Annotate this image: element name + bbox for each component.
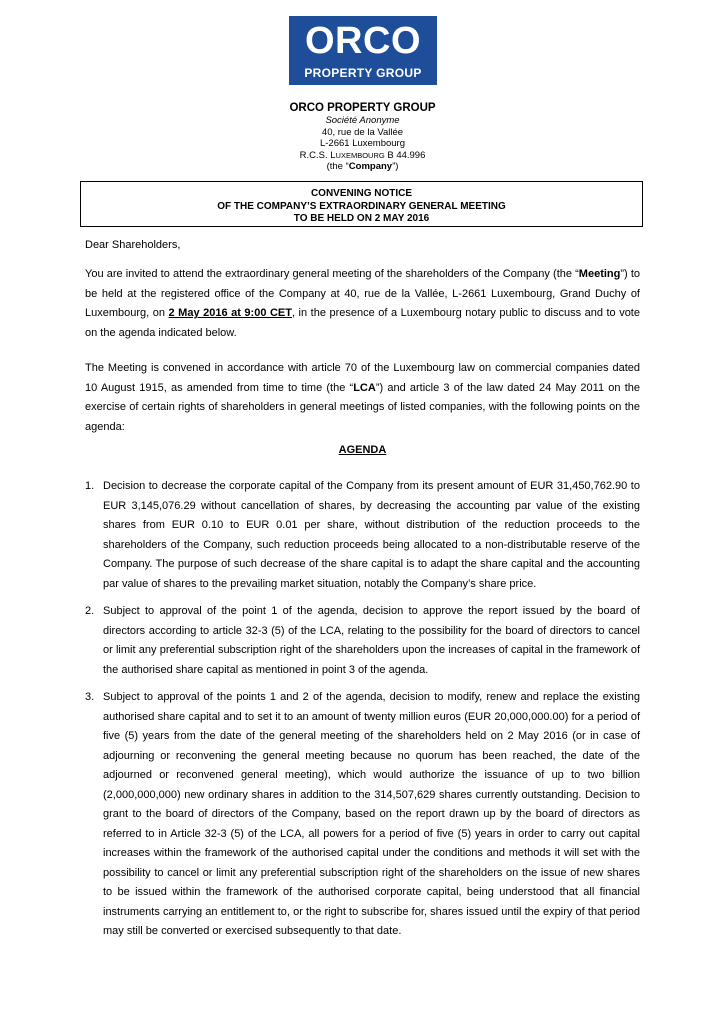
agenda-item: [85, 477, 640, 594]
agenda-heading: AGENDA: [338, 444, 387, 456]
greeting: Dear Shareholders,: [85, 239, 181, 251]
para2-text-a: The Meeting is convened in accordance with article 70 of the Luxembourg law on commercial companies dated 10 August 1915, as amended from time to time (the “: [85, 362, 640, 394]
meeting-date: 2 May 2016 at 9:00 CET: [168, 307, 292, 319]
agenda-item: [85, 688, 640, 942]
company-header: [0, 101, 725, 173]
notice-line3: TO BE HELD ON 2 MAY 2016: [293, 213, 430, 224]
agenda-item-text: Subject to approval of the points 1 and 2 of the agenda, decision to modify, renew and replace the existing authorised share capital and to set it to an amount of twenty million euros (EUR 20,000,000.00) for a period of five (5) years from the date of the general meeting of the shareholders held on 2 May 2016 (or in case of adjourning or reconvening the general meeting because no quorum has been reached, the date of the adjourned or reconvened general meeting), which would authorize the issuance of up to two billion (2,000,000,000) new ordinary shares in addition to the 314,507,629 shares currently outstanding. Decision to grant to the board of directors of the Company, based on the report drawn up by the board of directors as referred to in Article 32-3 (5) of the LCA, all powers for a period of five (5) years in order to carry out capital increases within the framework of the authorised capital under the conditions and methods it will set with the possibility to cancel or limit any preferential subscription right of the shareholders on the issue of new shares to be issued within the framework of the authorised corporate capital, being understood that all financial instruments carrying an entitlement to, or the right to subscribe for, shares issued until the expiry of that period may still be converted or exercised subsequently to that date.: [103, 691, 640, 937]
para2-text-c: ”) and article 3 of the law dated 24 May 2011 on the exercise of certain rights of shareholders in general meetings of listed companies, with the following points on the agenda:: [85, 381, 640, 433]
defined-term-close: ”): [392, 161, 399, 172]
agenda-item-number: 2.: [85, 605, 95, 617]
agenda-list: [85, 477, 640, 950]
invitation-paragraph: [85, 265, 640, 343]
agenda-item: [85, 602, 640, 680]
para2-lca-term: LCA: [353, 381, 376, 394]
agenda-item-number: 1.: [85, 480, 95, 492]
company-defined-term: [0, 161, 725, 173]
company-name: ORCO PROPERTY GROUP: [289, 102, 436, 114]
agenda-item-text: Decision to decrease the corporate capital of the Company from its present amount of EUR 31,450,762.90 to EUR 3,145,076.29 without cancellation of shares, by decreasing the accounting par value of the existing shares from EUR 0.10 to EUR 0.01 per share, without distribution of the reduction proceeds to the shareholders of the Company, such reduction proceeds being allocated to a non-distributable reserve of the Company. The purpose of such decrease of the share capital is to adapt the share capital and the accounting par value of shares to the prevailing market situation, notably the Company’s share price.: [103, 480, 640, 590]
convened-paragraph: [85, 359, 640, 437]
para1-meeting-term: Meeting: [578, 268, 621, 280]
company-form: Société Anonyme: [325, 115, 400, 126]
company-address-line1: 40, rue de la Vallée: [321, 126, 404, 138]
company-rcs: [0, 150, 725, 162]
logo-sub-text: PROPERTY GROUP: [304, 66, 422, 80]
para1-text-e: , in the presence of a Luxembourg notary public to discuss and to vote on the agenda indicated below.: [85, 307, 640, 339]
rcs-prefix: R.C.S. L: [299, 149, 336, 161]
defined-term-open: (the “: [326, 161, 349, 172]
agenda-item-number: 3.: [85, 691, 95, 703]
convening-notice-box: [80, 181, 643, 227]
para1-text-a: You are invited to attend the extraordinary general meeting of the shareholders of the Company (the “: [85, 268, 579, 280]
notice-line1: CONVENING NOTICE: [310, 188, 413, 199]
para1-text-c: ”) to be held at the registered office of the Company at 40, rue de la Vallée, L-2661 Luxembourg, Grand Duchy of Luxembourg, on: [85, 268, 640, 319]
notice-line2: OF THE COMPANY’S EXTRAORDINARY GENERAL MEETING: [217, 200, 506, 212]
company-address-line2: L-2661 Luxembourg: [319, 138, 406, 149]
logo-main-text: ORCO: [305, 20, 421, 62]
defined-term-company: Company: [348, 161, 393, 172]
agenda-item-text: Subject to approval of the point 1 of the agenda, decision to approve the report issued by the board of directors according to article 32-3 (5) of the LCA, relating to the possibility for the board of directors to cancel or limit any preferential subscription right of the shareholders upon the increases of capital in the framework of the authorised share capital as mentioned in point 3 of the agenda.: [103, 605, 640, 676]
rcs-number: B 44.996: [384, 149, 426, 161]
orco-logo: [289, 16, 437, 85]
rcs-smallcaps: UXEMBOURG: [335, 150, 385, 160]
